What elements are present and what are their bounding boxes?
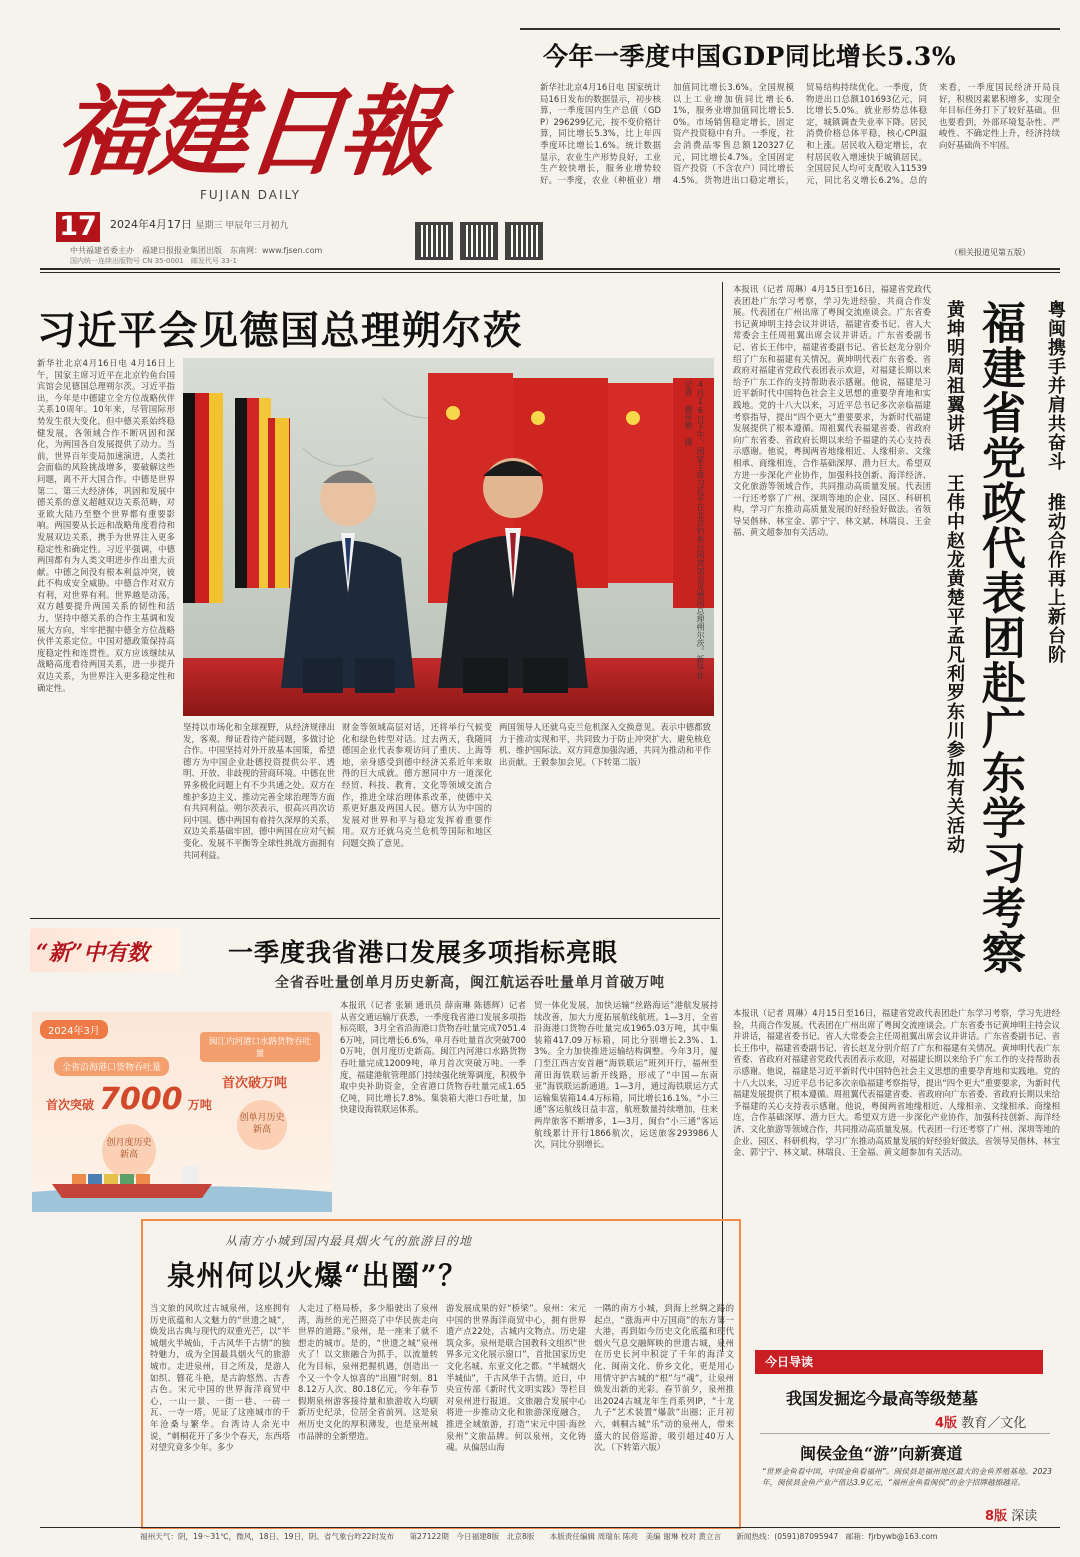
section-kicker: “新”中有数	[36, 940, 150, 966]
divider	[30, 918, 720, 919]
main-body-text: 新华社北京4月16日电 4月16日上午，国家主席习近平在北京钓鱼台国宾馆会见德国总理朔尔茨。习近平指出，今年是中德建立全方位战略伙伴关系10周年。10年来，尽管国际形势发生很大变化，但中德关系始终稳健发展，各领域合作不断巩固和深化，为两国各自发展提供了动力。当前，世界百年变局加速演进，人类社会面临的风险挑战增多，要破解这些问题，离不开大国合作。中德是世界第二、第三大经济体，巩固和发展中德关系的意义超越双边关系范畴，对亚欧大陆乃至整个世界都有重要影响。两国要从长远和战略角度看待和发展双边关系，携手为世界注入更多稳定性和确定性。习近平强调，中德两国都有为人类文明进步作出重大贡献。中德之间没有根本利益冲突，彼此不构成安全威胁。中德合作对双方有利，对世界有利。世界越是动荡，双方越要提升两国关系的韧性和活力，坚持中德关系的合作主基调和发展大方向，牢牢把握中德全方位战略伙伴关系定位。中国对德政策保持高度稳定性和连贯性。双方应该继续从战略高度看待两国关系，进一步提升双边关系，为世界注入更多稳定性和确定性。	[37, 358, 175, 693]
stat-a-value: 7000	[99, 1082, 183, 1117]
guide-item-2-body-text: “世界金鱼看中国，中国金鱼看福州”。闽侯县是福州地区最大的金鱼养殖基地。2023年，闽侯县金鱼产业产值达3.9亿元，“福州金鱼看闽侯”的金字招牌越擦越亮。	[762, 1467, 1052, 1487]
quanzhou-body-col3	[446, 1303, 586, 1525]
main-body-text: 财金等领域高层对话，还将举行气候变化和绿色转型对话。过去两天，我随同德国企业代表参观访问了重庆、上海等地，亲身感受到德中经济关系近年来取得的巨大成就。德方愿同中方一道深化经贸、科技、教育、文化等领域交流合作，推进全球治理体系改革，使德中关系更好惠及两国人民。德方认为中国的发展对世界和平与稳定发挥着重要作用。双方还就乌克兰危机等国际和地区问题交换了意见。	[342, 722, 492, 848]
qr-code-icon[interactable]	[415, 222, 453, 260]
guide-item-1-title[interactable]: 我国发掘迄今最高等级楚墓	[786, 1389, 979, 1408]
publisher-line: 中共福建省委主办 福建日报报业集团出版 东南网：www.fjsen.com	[70, 246, 323, 255]
quanzhou-body-col4	[594, 1303, 734, 1525]
lead-continued: （相关报道见第五版）	[950, 248, 1030, 257]
issue-date-text: 2024年4月17日	[110, 218, 192, 231]
lead-body	[540, 82, 1060, 252]
issue-date	[110, 216, 288, 232]
footer-divider	[40, 1527, 1060, 1528]
guide-item-2-title[interactable]: 闽侯金鱼“游”向新赛道	[800, 1444, 963, 1463]
quanzhou-body-text: 一隅的南方小城，到海上丝绸之路的起点，“涨海声中万国商”的东方第一大港，再到如今历史文化底蕴和现代烟火气息交融辉映的世遗古城，泉州在历史长河中积淀了千年的海洋文化、闽南文化、侨乡文化，更是用心用情守护古城的“根”与“魂”，让泉州焕发出新的光彩。春节前夕，泉州推出2024古城龙年生肖系列IP，“十龙九子”艺术装置“爆款”出圈；正月初六，刺桐古城“乐”动的泉州人，带来盛大的民俗巡游，吸引超过40万人次。（下转第六版）	[594, 1303, 734, 1453]
month-tag: 2024年3月	[40, 1020, 108, 1039]
main-body-col3	[342, 722, 492, 912]
publication-code: 国内统一连续出版物号 CN 35-0001 邮发代号 33-1	[70, 257, 237, 265]
stat-b-prefix: 首次破万吨	[222, 1076, 288, 1091]
photo-caption: 4月16日下午，国家主席习近平在北京钓鱼台国宾馆会见德国总理朔尔茨。新华社记者 谢环驰 摄	[684, 380, 705, 679]
main-body-text: 两国领导人还就乌克兰危机深入交换意见。表示中德都致力于推动实现和平，共同致力于防止冲突扩大、避免核危机、维护国际法。双方同意加强沟通，共同为推动和平作出贡献。王毅参加会见。（下转第二版）	[499, 722, 711, 767]
stat-b-note: 创单月历史新高	[239, 1113, 285, 1135]
guide-item-1-page[interactable]	[935, 1412, 1026, 1431]
footer-info: 福州天气：阴，19～31℃，微风，18日、19日，阴。省气象台昨22时发布 第27122期 今日福建8版 北京8版 本版责任编辑 周瑞东 陈亮 美编 谢琳 校对 黄立言 新闻热线：(0591)87095947 邮箱：fjrbywb@163.com	[140, 1532, 938, 1541]
main-body-col2	[183, 722, 335, 912]
ports-body-col1	[340, 1000, 526, 1215]
lead-body-text: 新华社北京4月16日电 国家统计局16日发布的数据显示，初步核算，一季度国内生产总值（GDP）296299亿元，按不变价格计算，同比增长5.3%，比上年四季度环比增长1.6%。统计数据显示，农业生产形势良好，工业生产较快增长，服务业增势较好。一季度，农业（种植业）增加值同比增长3.6%。全国规模以上工业增加值同比增长6.1%，服务业增加值同比增长5.0%。市场销售稳定增长，固定资产投资稳中有升。一季度，社会消费品零售总额120327亿元，同比增长4.7%。全国固定资产投资（不含农户）同比增长4.5%。货物进出口稳定增长，贸易结构持续优化。一季度，货物进出口总额101693亿元，同比增长5.0%。就业形势总体稳定，城镇调查失业率下降。居民消费价格总体平稳，核心CPI温和上涨。居民收入稳定增长，农村居民收入增速快于城镇居民。全国居民人均可支配收入11539元，同比名义增长6.2%。总的来看，一季度国民经济开局良好，积极因素累积增多，实现全年目标任务打下了较好基础。但也要看到，外部环境复杂性、严峻性、不确定性上升，经济持续向好基础尚不牢固。	[540, 82, 1060, 185]
lead-headline[interactable]: 今年一季度中国GDP同比增长5.3%	[543, 42, 957, 71]
divider	[760, 1433, 1050, 1434]
todays-guide-header: 今日导读	[755, 1350, 1043, 1374]
masthead-english: FUJIAN DAILY	[200, 188, 301, 202]
quanzhou-headline[interactable]: 泉州何以火爆“出圈”？	[167, 1259, 468, 1292]
stat-a	[46, 1082, 212, 1117]
delegation-body-text: 本报讯（记者 周琳）4月15日至16日，福建省党政代表团赴广东学习考察，学习先进经验，共商合作发展。代表团在广州出席了粤闽交流座谈会。广东省委书记黄坤明主持会议并讲话，福建省委书记、省人大常委会主任周祖翼出席会议并讲话。广东省委副书记、省长王伟中，福建省委副书记、省长赵龙分别介绍了广东和福建有关情况。黄坤明代表广东省委、省政府对福建省党政代表团表示欢迎，对福建长期以来给予广东工作的支持帮助表示感谢。他说，福建是习近平新时代中国特色社会主义思想的重要孕育地和实践地。党的十八大以来，习近平总书记多次亲临福建考察指导，提出“四个更大”重要要求，为新时代福建发展提供了根本遵循。周祖翼代表福建省委、省政府向广东省委、省政府长期以来给予福建的关心支持表示感谢。他说，粤闽两省地缘相近、人缘相亲、文缘相承、商缘相连，合作基础深厚、潜力巨大。希望双方进一步深化产业协作，加强科技创新、海洋经济、文化旅游等领域合作，共同推动高质量发展。代表团一行还考察了广州、深圳等地的企业、园区、科研机构，学习广东推动高质量发展的好经验好做法。省领导吴偕林、林宝金、郭宁宁、林文斌、林瑞良、王金福、黄文超参加有关活动。	[733, 1008, 1060, 1158]
ports-infographic[interactable]	[32, 1012, 332, 1212]
guide-item-1-page-number: 4版	[935, 1416, 958, 1431]
ports-headline[interactable]: 一季度我省港口发展多项指标亮眼	[228, 938, 619, 967]
quanzhou-kicker: 从南方小城到国内最具烟火气的旅游目的地	[225, 1234, 473, 1248]
ports-body-col2	[534, 1000, 718, 1215]
delegation-headline[interactable]: 福建省党政代表团赴广东学习考察	[974, 300, 1025, 975]
divider	[722, 282, 723, 1352]
issue-weekday: 星期三 甲辰年三月初九	[195, 221, 289, 231]
leaders-photo-illustration	[183, 358, 714, 716]
qr-code-icon[interactable]	[505, 222, 543, 260]
stat-a-note: 创月度历史新高	[106, 1138, 152, 1160]
quanzhou-body-text: 当文旅的风吹过古城泉州，这座拥有历史底蕴和人文魅力的“世遗之城”，焕发出古典与现代的双重光芒，以“半城烟火半城仙，千古风华千古情”的独特魅力，成为全国最具烟火气的旅游城市。走进泉州，目之所及，是游人如织、簪花斗艳，是古韵悠然、古香古色。宋元中国的世界海洋商贸中心，一山一景、一街一巷、一砖一瓦、一寺一塔，见证了这座城市的千年沧桑与繁华。台湾诗人余光中说，“刺桐花开了多少个春天，东西塔对望究竟多少年。多少	[150, 1303, 290, 1453]
masthead-logo: 福建日報	[52, 75, 441, 190]
main-body-text: 坚持以市场化和全球视野，从经济规律出发，客观、辩证看待产能问题，多做讨论合作。中国坚持对外开放基本国策，希望德方为中国企业赴德投资提供公平、透明、开放、非歧视的营商环境。中德在世界多极化问题上有不少共通之处。双方在维护多边主义、推动完善全球治理等方面有共同利益。朔尔茨表示，很高兴再次访问中国。德中两国有着持久深厚的关系，双边关系基础牢固，德中两国在应对气候变化、发展不平衡等全球性挑战方面拥有共同利益。	[183, 722, 335, 860]
guide-item-2-section: 深读	[1011, 1509, 1038, 1524]
delegation-speakers: 黄坤明周祖翼讲话 王伟中赵龙黄楚平孟凡利罗东川参加有关活动	[944, 300, 965, 854]
lead-headline-bar	[520, 28, 1060, 30]
guide-item-2-page[interactable]	[985, 1505, 1037, 1524]
stat-a-prefix: 首次突破	[46, 1098, 95, 1112]
main-body-col4	[499, 722, 711, 912]
cargo-ship-icon	[32, 1162, 332, 1212]
guide-item-2-body	[762, 1466, 1052, 1502]
quanzhou-body-text: 游发展成果的好“桥梁”。泉州：宋元中国的世界海洋商贸中心，拥有世界遗产点22处，古城内文物点、历史建筑众多。泉州是联合国教科文组织“世界多元文化展示窗口”，首批国家历史文化名城、东亚文化之都。“半城烟火半城仙”，千古风华千古情。近日，中央宣传部《新时代文明实践》等栏目对泉州进行报道。文旅融合发展中心将进一步推动文化和旅游深度融合，推进全域旅游，打造“宋元中国·海丝泉州”文旅品牌。何以泉州，文化铸魂。从偏居山海	[446, 1303, 586, 1453]
quanzhou-body-col1	[150, 1303, 290, 1525]
stat-a-unit: 万吨	[187, 1098, 212, 1112]
date-day-badge: 17	[56, 212, 100, 242]
stat-b-label: 闽江内河港口水路货物吞吐量	[200, 1032, 320, 1062]
delegation-body-lower	[733, 1008, 1060, 1343]
ports-body-text: 贸一体化发展，加快运输“丝路海运”港航发展持续改善，加大力度拓展航线航班。1—3月，全省沿海港口货物吞吐量完成1965.03万吨，其中集装箱417.09万标箱，同比分别增长2.3%、1.3%。全力加快推进运输结构调整。今年3月，厦门至江西吉安首趟“海铁联运”班列开行，福州至莆田海铁联运新开线路，形成了“中国—东南亚”海铁联运新通道。1—3月，通过海铁联运方式运输集装箱14.4万标箱，同比增长16.1%。“小三通”客运航线日益丰富，航班数量持续增加，往来两岸旅客不断增多，1—3月，闽台“小三通”客运航线累计开行1866航次，运送旅客293986人次，同比分别增长。	[534, 1000, 718, 1150]
main-headline[interactable]: 习近平会见德国总理朔尔茨	[37, 308, 524, 354]
delegation-body-text: 本报讯（记者 周琳）4月15日至16日，福建省党政代表团赴广东学习考察，学习先进经验，共商合作发展。代表团在广州出席了粤闽交流座谈会。广东省委书记黄坤明主持会议并讲话，福建省委书记、省人大常委会主任周祖翼出席会议并讲话。广东省委副书记、省长王伟中，福建省委副书记、省长赵龙分别介绍了广东和福建有关情况。黄坤明代表广东省委、省政府对福建省党政代表团表示欢迎，对福建长期以来给予广东工作的支持帮助表示感谢。他说，福建是习近平新时代中国特色社会主义思想的重要孕育地和实践地。党的十八大以来，习近平总书记多次亲临福建考察指导，提出“四个更大”重要要求，为新时代福建发展提供了根本遵循。周祖翼代表福建省委、省政府向广东省委、省政府长期以来给予福建的关心支持表示感谢。他说，粤闽两省地缘相近、人缘相亲、文缘相承、商缘相连，合作基础深厚、潜力巨大。希望双方进一步深化产业协作，加强科技创新、海洋经济、文化旅游等领域合作，共同推动高质量发展。代表团一行还考察了广州、深圳等地的企业、园区、科研机构，学习广东推动高质量发展的好经验好做法。省领导吴偕林、林宝金、郭宁宁、林文斌、林瑞良、王金福、黄文超参加有关活动。	[733, 284, 931, 538]
ports-subheadline: 全省吞吐量创单月历史新高，闽江航运吞吐量单月首破万吨	[275, 975, 665, 991]
guide-item-1-section: 教育／文化	[961, 1416, 1027, 1431]
ports-body-text: 本报讯（记者 张颖 通讯员 薛南琳 陈德辉）记者从省交通运输厅获悉，一季度我省港口发展多项指标亮眼，3月全省沿海港口货物吞吐量完成7051.46万吨，同比增长6.6%，单月吞吐量首次突破7000万吨，创月度历史新高。闽江内河港口水路货物吞吐量完成12009吨，单月首次突破万吨。一季度，福建港航管理部门持续强化统筹调度，积极争取中央补助资金，全省港口货物吞吐量完成1.65亿吨，同比增长7.8%。集装箱大港口吞吐量，加快建设海铁联运体系。	[340, 1000, 526, 1115]
delegation-subheadline: 粤闽携手并肩共奋斗 推动合作再上新台阶	[1045, 300, 1066, 664]
stat-a-label: 全省沿海港口货物吞吐量	[54, 1057, 169, 1076]
main-body-col1	[37, 358, 175, 913]
divider	[40, 272, 1060, 273]
quanzhou-body-col2	[298, 1303, 438, 1525]
divider	[40, 268, 1060, 270]
guide-item-2-page-number: 8版	[985, 1509, 1008, 1524]
qr-code-icon[interactable]	[460, 222, 498, 260]
leaders-photo[interactable]	[183, 358, 714, 716]
delegation-body	[733, 284, 931, 1004]
quanzhou-body-text: 人走过了格局桥，多少船驶出了泉州湾，海丝的光芒照亮了中华民族走向世界的道路。”泉州，是一座来了就不想走的城市。是的，“世遗之城”泉州火了！以文旅融合为抓手，以流量转化为目标，泉州把握机遇，创造出一个又一个令人惊喜的“出圈”时刻。818.12万人次、80.18亿元，今年春节假期泉州游客接待量和旅游收入均刷新历史纪录，位居全省前列。这是泉州历史文化的厚积薄发，也是泉州城市品牌的全新塑造。	[298, 1303, 438, 1441]
